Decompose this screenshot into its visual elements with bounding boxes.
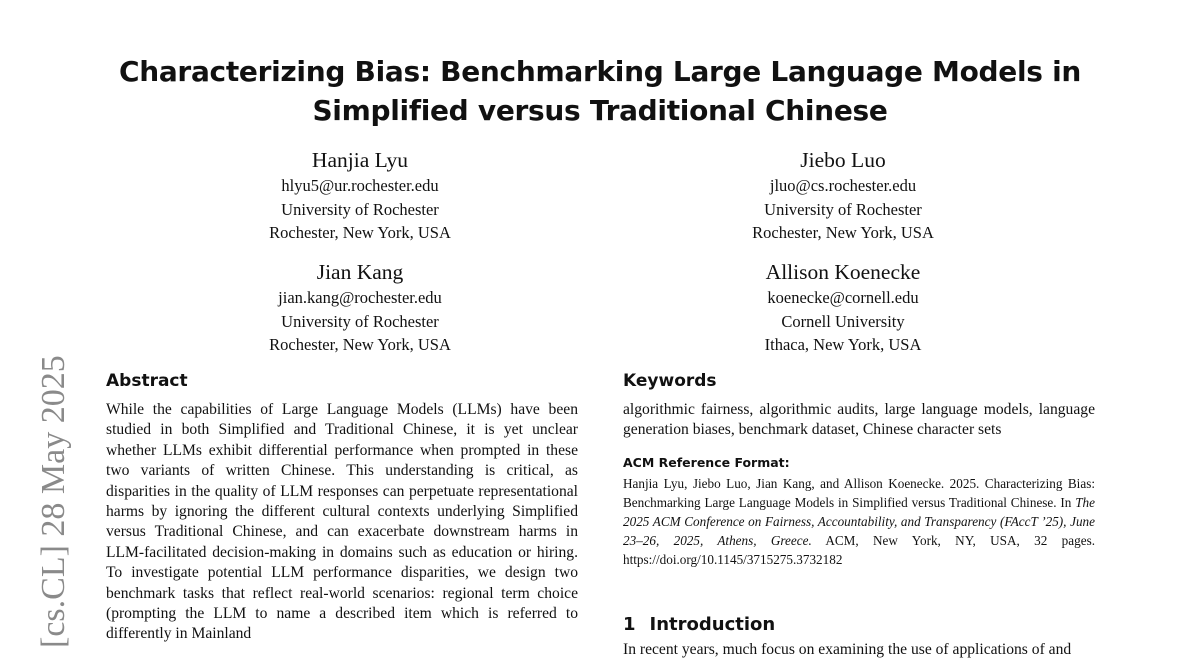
author-name: Hanjia Lyu [311,148,409,172]
abstract-heading: Abstract [106,371,188,391]
introduction-heading [623,612,775,638]
author-affiliation: University of Rochester [281,311,439,331]
acm-reference-heading: ACM Reference Format: [623,454,790,470]
author-location: Rochester, New York, USA [269,223,451,242]
section-title: Introduction [649,614,776,635]
acm-reference-text [623,474,1095,569]
author-location: Ithaca, New York, USA [764,335,922,354]
author-name: Jian Kang [316,260,404,284]
side-identifier-text: [cs.CL] 28 May 2025 [35,355,72,648]
author-email[interactable]: koenecke@cornell.edu [767,288,919,307]
acm-reference-authors: Hanjia Lyu, Jiebo Luo, Jian Kang, and Allison Koenecke. 2025. Characterizing Bias: Benchmarking Large Language Models in Simplified versus Traditional Chinese. In [623,475,1095,510]
acm-reference-venue: The 2025 ACM Conference on Fairness, Accountability, and Transparency (FAccT ’25), June 23–26, 2025, Athens, Greece. [623,494,1095,548]
acm-reference-publisher[interactable]: ACM, New York, NY, USA, 32 pages. https://doi.org/10.1145/3715275.3732182 [623,532,1096,567]
section-number: 1 [623,614,636,635]
keywords-heading: Keywords [623,371,717,391]
author-affiliation: University of Rochester [764,199,922,219]
keywords-section [623,368,1095,569]
author-block-3 [200,260,520,357]
abstract-section [106,368,578,645]
author-block-1 [200,148,520,245]
abstract-text: While the capabilities of Large Language Models (LLMs) have been studied in both Simplified and Traditional Chinese, it is yet unclear whether LLMs exhibit differential performance when prompted in these two variants of written Chinese. This understanding is critical, as disparities in the quality of LLM responses can perpetuate representational harms by ignoring the different cultural contexts underlying Simplified versus Traditional Chinese, and can exacerbate downstream harms in LLM-facilitated decision-making in domains such as education or hiring. To investigate potential LLM performance disparities, we design two benchmark tasks that reflect real-world scenarios: regional term choice (prompting the LLM to name a described item which is referred to differently in Mainland [106,401,578,643]
author-name: Allison Koenecke [765,260,921,284]
paper-title: Characterizing Bias: Benchmarking Large Language Models in Simplified versus Traditional Chinese [118,55,1082,127]
author-affiliation: University of Rochester [281,199,439,219]
introduction-text: In recent years, much focus on examining the use of applications of and [623,641,1072,658]
author-location: Rochester, New York, USA [269,335,451,354]
author-location: Rochester, New York, USA [752,223,934,242]
author-email[interactable]: jian.kang@rochester.edu [278,288,442,307]
author-block-2 [683,148,1003,245]
keywords-text: algorithmic fairness, algorithmic audits, large language models, language generation biases, benchmark dataset, Chinese character sets [623,401,1095,439]
author-email[interactable]: hlyu5@ur.rochester.edu [281,176,439,195]
author-affiliation: Cornell University [781,311,905,331]
author-email[interactable]: jluo@cs.rochester.edu [769,176,917,195]
author-block-4 [683,260,1003,357]
author-name: Jiebo Luo [800,148,886,172]
